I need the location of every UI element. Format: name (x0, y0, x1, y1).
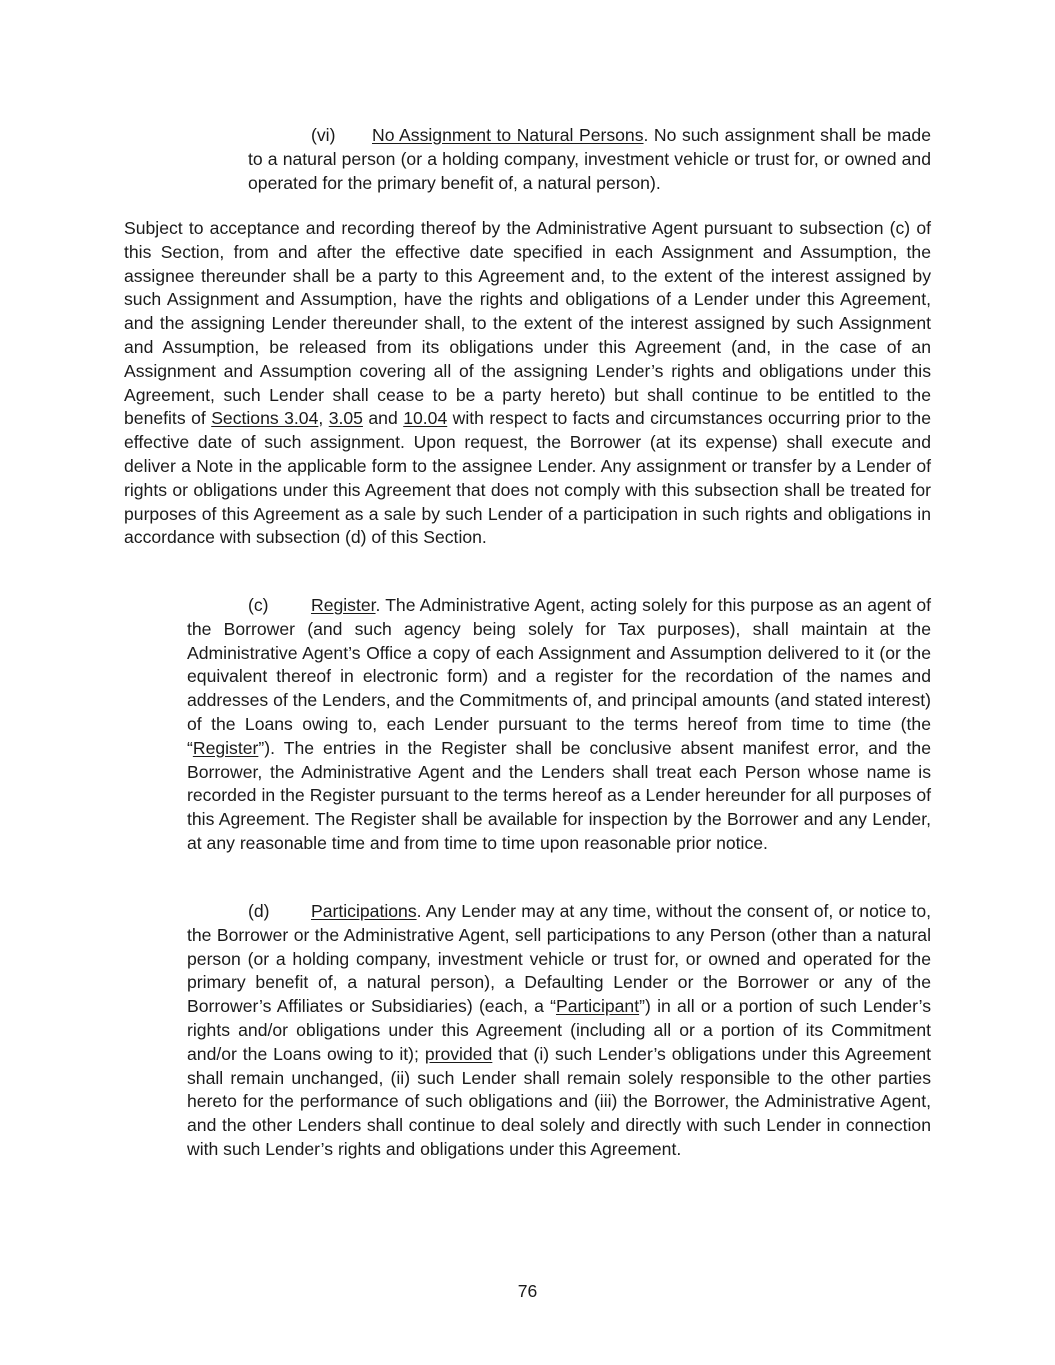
clause-marker: (d) (248, 901, 270, 921)
clause-heading: Participations (311, 901, 417, 921)
clause-c-register (187, 594, 931, 856)
defined-term: Participant (555, 996, 640, 1017)
paragraph-text: , (318, 408, 329, 429)
clause-text: that (i) such Lender’s obligations under this Agreement shall remain unchanged, (ii) such Lender shall remain solely responsible to the other parties hereto for the performance of such obligations and (iii) the Borrower, the Administrative Agent, and the other Lenders shall continue to deal solely and directly with such Lender in connection with such Lender’s rights and obligations under this Agreement. (187, 1043, 932, 1159)
clause-heading: No Assignment to Natural Persons (372, 125, 644, 145)
paragraph-text: and (362, 408, 404, 429)
paragraph-text: Subject to acceptance and recording thereof by the Administrative Agent pursuant to subsection (c) of this Section, from and after the effective date specified in each Assignment and Assumption, the assignee thereunder shall be a party to this Agreement and, to the extent of the interest assigned by such Assignment and Assumption, have the rights and obligations of a Lender under this Agreement, and the assigning Lender thereunder shall, to the extent of the interest assigned by such Assignment and Assumption, be released from its obligations under this Agreement (and, in the case of an Assignment and Assumption covering all of the assigning Lender’s rights and obligations under this Agreement, such Lender shall cease to be a party hereto) but shall continue to be entitled to the benefits of (124, 218, 931, 429)
page-number: 76 (517, 1281, 538, 1301)
section-reference: 3.05 (328, 408, 363, 429)
clause-d-participations (187, 900, 931, 1162)
clause-heading: Register (311, 595, 376, 615)
clause-vi-no-assignment-natural-persons (248, 124, 931, 195)
clause-marker: (c) (248, 595, 269, 615)
clause-text: ”) in all or a portion of such Lender’s rights and/or obligations under this Agreement (including all or a portion of its Commitment and/or the Loans owing to it); (187, 996, 931, 1064)
section-reference: Sections 3.04 (211, 408, 319, 429)
clause-marker: (vi) (311, 125, 336, 145)
section-reference: 10.04 (403, 408, 448, 429)
paragraph-text: with respect to facts and circumstances occurring prior to the effective date of such assignment. Upon request, the Borrower (at its expense) shall execute and deliver a Note in the applicable form to the assignee Lender. Any assignment or transfer by a Lender of rights or obligations under this Agreement that does not comply with this subsection shall be treated for purposes of this Agreement as a sale by such Lender of a participation in such rights and obligations in accordance with subsection (d) of this Section. (124, 408, 931, 548)
clause-text: . The Administrative Agent, acting solely for this purpose as an agent of the Borrower (and such agency being solely for Tax purposes), shall maintain at the Administrative Agent’s Office a copy of each Assignment and Assumption delivered to it (or the equivalent thereof in electronic form) and a register for the recordation of the names and addresses of the Lenders, and the Commitments of, and principal amounts (and stated interest) of the Loans owing to, each Lender pursuant to the terms hereof from time to time (the “ (187, 595, 931, 758)
defined-term: Register (192, 737, 259, 758)
clause-text: . Any Lender may at any time, without the consent of, or notice to, the Borrower or the Administrative Agent, sell participations to any Person (other than a natural person (or a holding company, investment vehicle or trust for, or owned and operated for the primary benefit of, a natural person), a Defaulting Lender or the Borrower or any of the Borrower’s Affiliates or Subsidiaries) (each, a “ (187, 901, 931, 1017)
clause-text: ”). The entries in the Register shall be conclusive absent manifest error, and the Borrower, the Administrative Agent and the Lenders shall treat each Person whose name is recorded in the Register pursuant to the terms hereof as a Lender hereunder for all purposes of this Agreement. The Register shall be available for inspection by the Borrower and any Lender, at any reasonable time and from time to time upon reasonable prior notice. (187, 737, 931, 853)
proviso-term: provided (424, 1043, 493, 1064)
clause-text: . No such assignment shall be made to a natural person (or a holding company, investment vehicle or trust for, or owned and operated for the primary benefit of, a natural person). (248, 125, 931, 193)
assignment-effect-paragraph (124, 217, 931, 550)
